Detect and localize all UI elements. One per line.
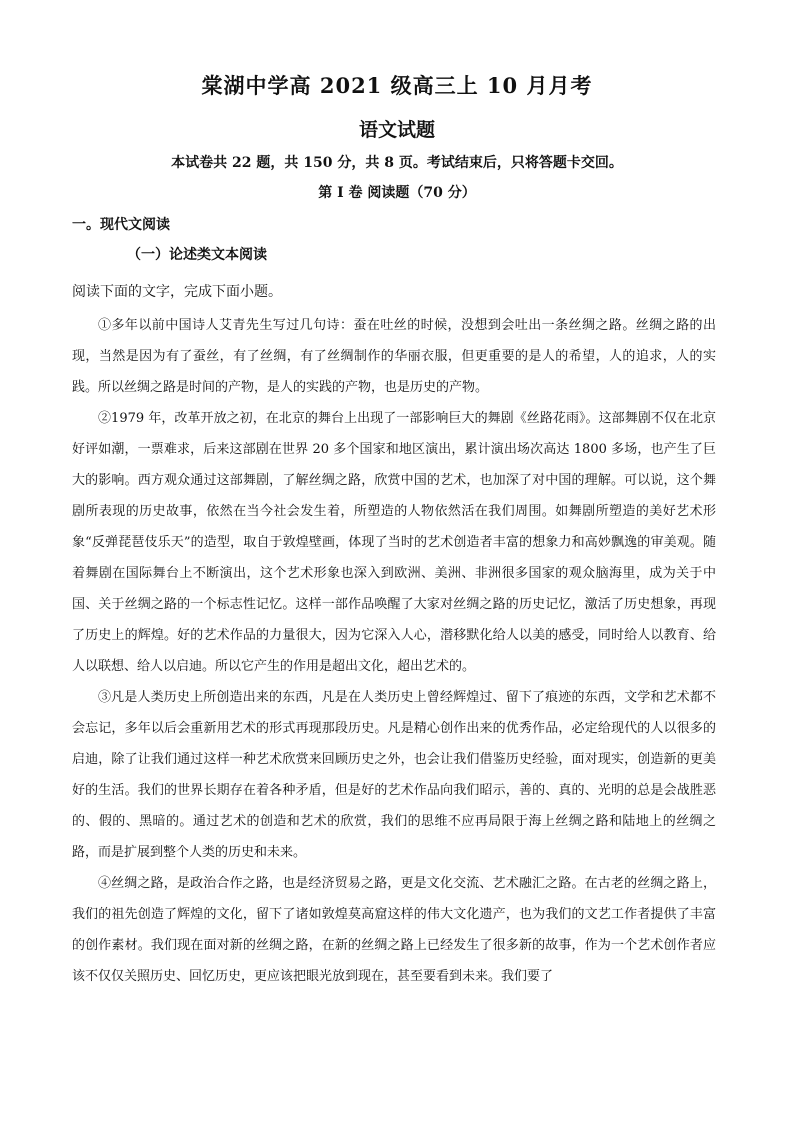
exam-title: 棠湖中学高 2021 级高三上 10 月月考 bbox=[201, 73, 593, 98]
section-heading: 一。现代文阅读 bbox=[72, 217, 170, 233]
reading-instruction: 阅读下面的文字，完成下面小题。 bbox=[72, 284, 282, 300]
paragraph-1: ①多年以前中国诗人艾青先生写过几句诗：蚕在吐丝的时候，没想到会吐出一条丝绸之路。丝绸之路的出现，当然是因为有了蚕丝，有了丝绸，有了丝绸制作的华丽衣服，但更重要的是人的希望，人的追求，人的实践。所以丝绸之路是时间的产物，是人的实践的产物，也是历史的产物。 bbox=[72, 318, 716, 395]
paragraph-3: ③凡是人类历史上所创造出来的东西，凡是在人类历史上曾经辉煌过、留下了痕迹的东西，文学和艺术都不会忘记，多年以后会重新用艺术的形式再现那段历史。凡是精心创作出来的优秀作品，必定给现代的人以很多的启迪，除了让我们通过这样一种艺术欣赏来回顾历史之外，也会让我们借鉴历史经验，面对现实，创造新的更美好的生活。我们的世界长期存在着各种矛盾，但是好的艺术作品向我们昭示，善的、真的、光明的总是会战胜恶的、假的、黑暗的。通过艺术的创造和艺术的欣赏，我们的思维不应再局限于海上丝绸之路和陆地上的丝绸之路，而是扩展到整个人类的历史和未来。 bbox=[72, 690, 716, 860]
part-heading: 第 I 卷 阅读题（70 分） bbox=[318, 185, 476, 201]
paragraph-2: ②1979 年，改革开放之初，在北京的舞台上出现了一部影响巨大的舞剧《丝路花雨》。这部舞剧不仅在北京好评如潮，一票难求，后来这部剧在世界 20 多个国家和地区演出，累计演出场次高达 1800 多场，也产生了巨大的影响。西方观众通过这部舞剧，了解丝绸之路，欣赏中国的艺术，也加深了对中国的理解。可以说，这个舞剧所表现的历史故事，依然在当今社会发生着，所塑造的人物依然活在我们周围。如舞剧所塑造的美好艺术形象“反弹琵琶伎乐天”的造型，取自于敦煌壁画，体现了当时的艺术创造者丰富的想象力和高妙飘逸的审美观。随着舞剧在国际舞台上不断演出，这个艺术形象也深入到欧洲、美洲、非洲很多国家的观众脑海里，成为关于中国、关于丝绸之路的一个标志性记忆。这样一部作品唤醒了大家对丝绸之路的历史记忆，激活了历史想象，再现了历史上的辉煌。好的艺术作品的力量很大，因为它深入人心，潜移默化给人以美的感受，同时给人以教育、给人以联想、给人以启迪。所以它产生的作用是超出文化，超出艺术的。 bbox=[72, 411, 716, 674]
exam-subtitle: 语文试题 bbox=[358, 119, 435, 141]
paragraph-4: ④丝绸之路，是政治合作之路，也是经济贸易之路，更是文化交流、艺术融汇之路。在古老的丝绸之路上，我们的祖先创造了辉煌的文化，留下了诸如敦煌莫高窟这样的伟大文化遗产，也为我们的文艺工作者提供了丰富的创作素材。我们现在面对新的丝绸之路，在新的丝绸之路上已经发生了很多新的故事，作为一个艺术创作者应该不仅仅关照历史、回忆历史，更应该把眼光放到现在，甚至要看到未来。我们要了 bbox=[72, 876, 716, 984]
passage-body bbox=[72, 310, 716, 992]
subsection-heading: （一）论述类文本阅读 bbox=[127, 247, 267, 263]
exam-note: 本试卷共 22 题，共 150 分，共 8 页。考试结束后，只将答题卡交回。 bbox=[171, 155, 623, 171]
